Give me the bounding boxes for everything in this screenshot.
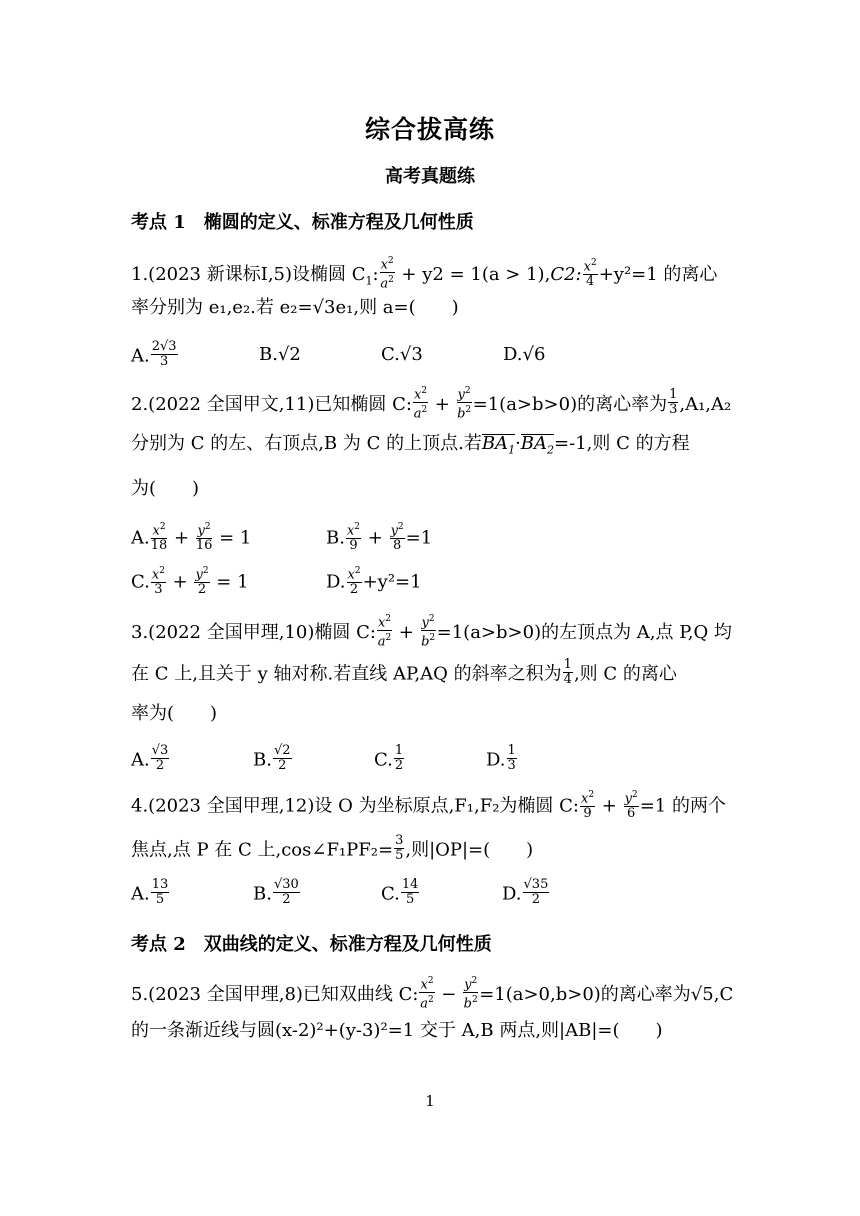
- page-number: 1: [425, 1092, 435, 1110]
- page-title: 综合拔高练: [364, 115, 495, 144]
- question-3-line-2: 在 C 上,且关于 y 轴对称.若直线 AP,AQ 的斜率之积为 $\frac{1}{4}$ ,则 C 的离心: [131, 657, 677, 687]
- question-4-option-d: D. $\frac{√35}{2}$: [502, 877, 549, 907]
- question-2-option-c: C. $\frac{x^2}{3}$ + $\frac{y^2}{2}$ = 1: [131, 566, 249, 598]
- question-2-line-2: 分别为 C 的左、右顶点,B 为 C 的上顶点.若$BA_1\cdot BA_2=-1$,则 C 的方程: [131, 433, 690, 457]
- question-3-line-1: 3.(2022 全国甲理,10)椭圆 C: $\frac{x^2}{a^2}$ + $\frac{y^2}{b^2}$ =1(a>b>0)的左顶点为 A,点 P,Q 均: [131, 614, 732, 650]
- question-1-line-2: 率分别为 e₁,e₂.若 e₂=√3e₁,则 a=( ): [131, 297, 459, 318]
- question-1-line-1: 1.(2023 新课标Ⅰ,5)设椭圆 $C_1$: $\frac{x^2}{a^2}$ + y2 = 1(a > 1),C2: $\frac{x^2}{4}$ +y²=1 的离心: [131, 256, 718, 292]
- page-subtitle: 高考真题练: [385, 166, 475, 187]
- question-1-option-c: C.√3: [381, 344, 423, 365]
- question-5-line-1: 5.(2023 全国甲理,8)已知双曲线 C: $\frac{x^2}{a^2}$ − $\frac{y^2}{b^2}$ =1(a>0,b>0)的离心率为√5,C: [131, 976, 734, 1012]
- question-1-option-d: D.√6: [503, 344, 546, 365]
- question-4-option-b: B. $\frac{√30}{2}$: [253, 877, 299, 907]
- question-2-line-1: 2.(2022 全国甲文,11)已知椭圆 C: $\frac{x^2}{a^2}$ + $\frac{y^2}{b^2}$ =1(a>b>0)的离心率为 $\frac{1}{3}$ ,A₁,A₂: [131, 386, 732, 422]
- question-4-option-a: A. $\frac{13}{5}$: [131, 877, 169, 907]
- question-3-line-3: 率为( ): [131, 703, 218, 724]
- question-1-option-b: B.√2: [259, 344, 301, 365]
- question-3-option-a: A. $\frac{√3}{2}$: [131, 743, 169, 773]
- question-4-line-1: 4.(2023 全国甲理,12)设 O 为坐标原点,F₁,F₂为椭圆 C: $\frac{x^2}{9}$ + $\frac{y^2}{6}$ =1 的两个: [131, 790, 726, 822]
- section-heading-2: 考点 2 双曲线的定义、标准方程及几何性质: [131, 934, 492, 955]
- question-3-option-c: C. $\frac{1}{2}$: [374, 743, 404, 773]
- question-2-option-b: B. $\frac{x^2}{9}$ + $\frac{y^2}{8}$ =1: [326, 522, 433, 554]
- question-3-option-d: D. $\frac{1}{3}$: [486, 743, 516, 773]
- question-1-option-a: A. $\frac{2√3}{3}$: [131, 339, 177, 369]
- question-5-line-2: 的一条渐近线与圆(x-2)²+(y-3)²=1 交于 A,B 两点,则|AB|=( ): [131, 1020, 663, 1041]
- question-2-line-3: 为( ): [131, 478, 200, 499]
- question-4-option-c: C. $\frac{14}{5}$: [381, 877, 419, 907]
- question-2-option-d: D. $\frac{x^2}{2}$ +y²=1: [326, 566, 422, 598]
- question-2-option-a: A. $\frac{x^2}{18}$ + $\frac{y^2}{16}$ = 1: [131, 522, 252, 554]
- question-3-option-b: B. $\frac{√2}{2}$: [253, 743, 291, 773]
- section-heading-1: 考点 1 椭圆的定义、标准方程及几何性质: [131, 212, 474, 233]
- question-4-line-2: 焦点,点 P 在 C 上,cos∠F₁PF₂= $\frac{3}{5}$ ,则|OP|=( ): [131, 833, 534, 863]
